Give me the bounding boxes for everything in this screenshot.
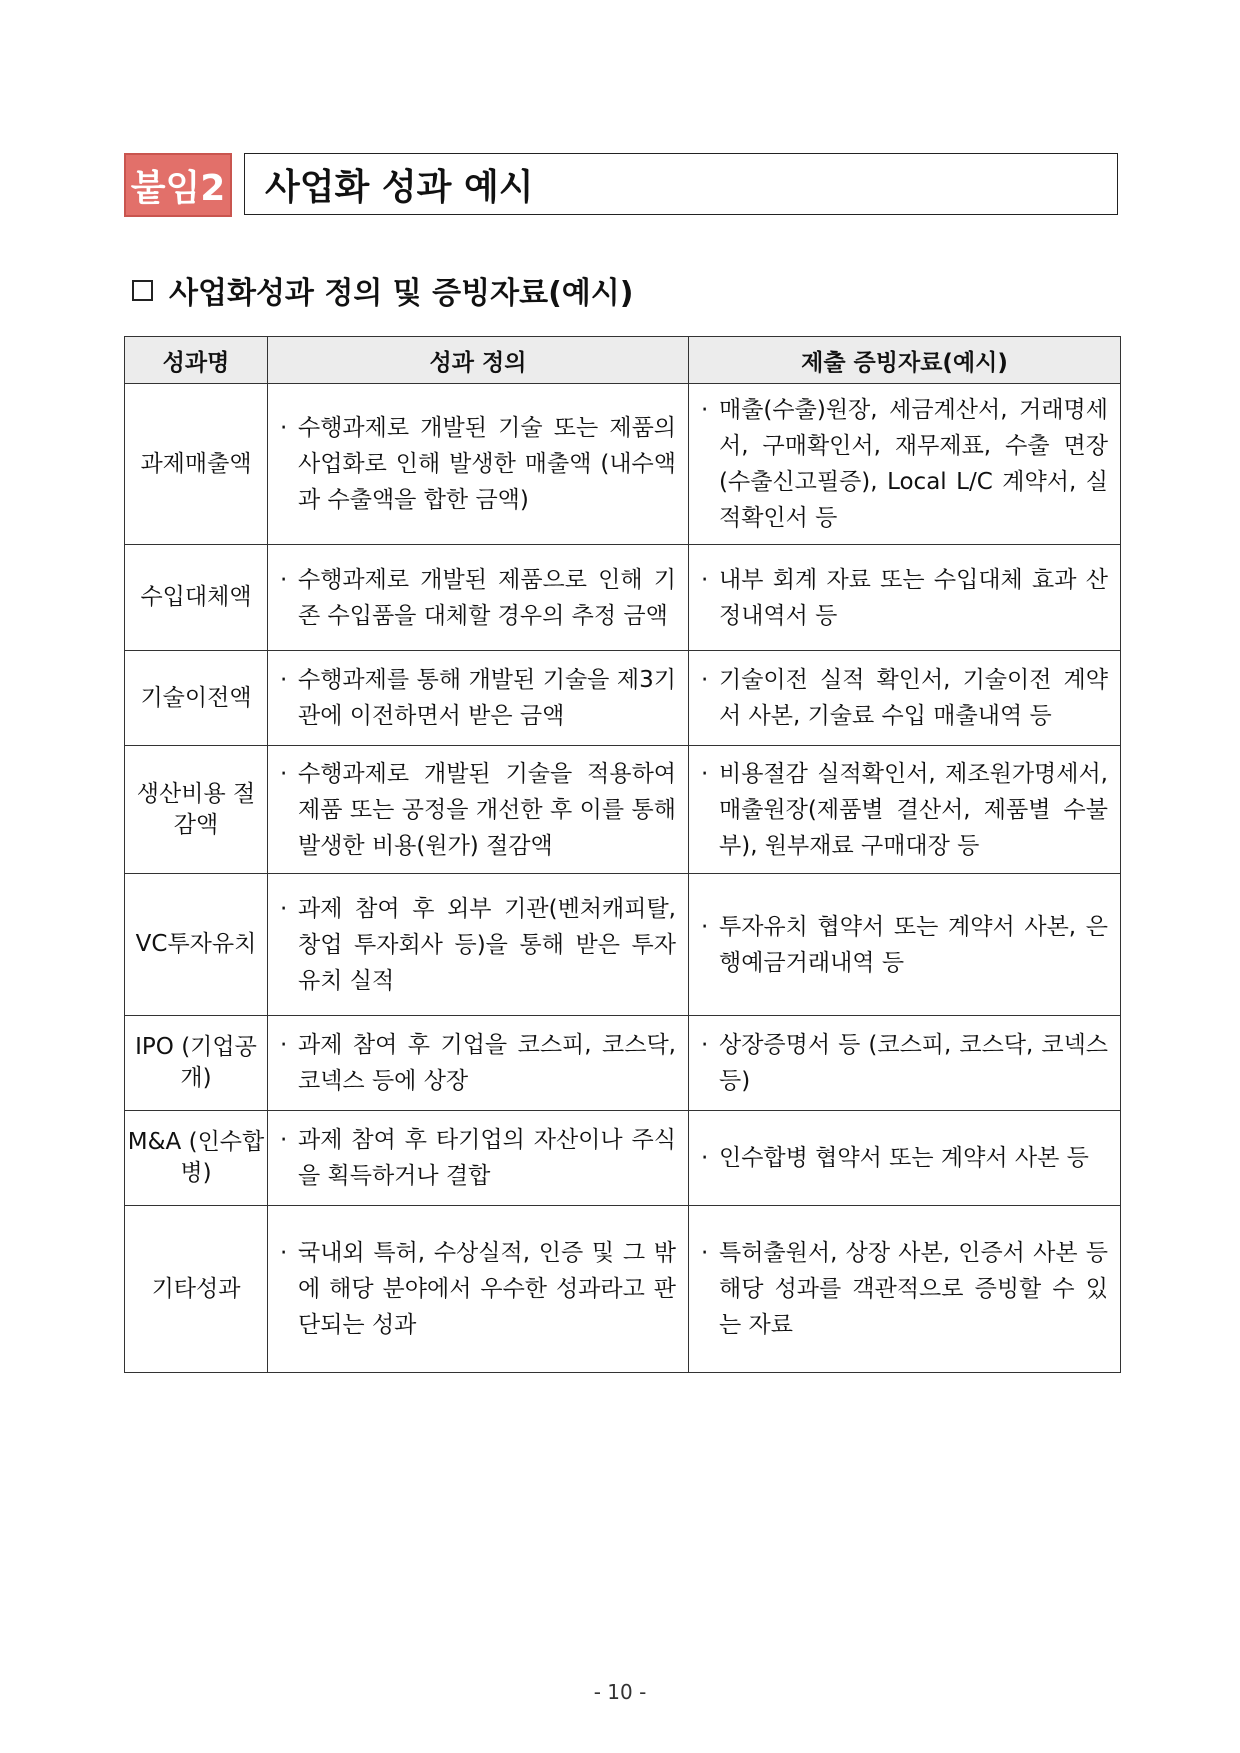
row-definition: 수행과제로 개발된 기술을 적용하여 제품 또는 공정을 개선한 후 이를 통해 발생한 비용(원가) 절감액 [298,760,677,859]
row-evidence: 매출(수출)원장, 세금계산서, 거래명세서, 구매확인서, 재무제표, 수출 면장(수출신고필증), Local L/C 계약서, 실적확인서 등 [719,397,1108,531]
row-definition: 과제 참여 후 기업을 코스피, 코스닥, 코넥스 등에 상장 [298,1032,676,1094]
row-name: 생산비용 절감액 [125,746,268,874]
row-definition: 수행과제를 통해 개발된 기술을 제3기관에 이전하면서 받은 금액 [298,667,676,729]
table-row [125,1111,1121,1206]
row-evidence: 기술이전 실적 확인서, 기술이전 계약서 사본, 기술료 수입 매출내역 등 [719,667,1108,729]
bullet-icon: · [701,1240,709,1266]
attachment-header [124,153,1120,217]
table-row [125,874,1121,1016]
bullet-icon: · [280,667,288,693]
section-title-text: 사업화성과 정의 및 증빙자료(예시) [169,276,634,311]
table-row [125,545,1121,651]
table-row [125,384,1121,545]
bullet-icon: · [701,760,709,787]
bullet-icon: · [701,397,709,423]
page-title: 사업화 성과 예시 [244,153,1118,215]
bullet-icon: · [701,566,709,593]
row-definition: 국내외 특허, 수상실적, 인증 및 그 밖에 해당 분야에서 우수한 성과라고 판단되는 성과 [298,1240,676,1338]
bullet-icon: · [280,415,288,441]
row-evidence: 내부 회계 자료 또는 수입대체 효과 산정내역서 등 [719,566,1108,629]
row-definition: 과제 참여 후 외부 기관(벤처캐피탈, 창업 투자회사 등)을 통해 받은 투자유치 실적 [298,895,676,994]
performance-table [124,336,1121,1373]
checkbox-square-icon [132,280,153,301]
row-definition: 수행과제로 개발된 기술 또는 제품의 사업화로 인해 발생한 매출액 (내수액과 수출액을 합한 금액) [298,415,676,513]
section-title [132,268,633,312]
row-name: M&A (인수합병) [125,1111,268,1206]
row-name: 기술이전액 [125,651,268,746]
table-row [125,1016,1121,1111]
bullet-icon: · [701,913,709,940]
table-row [125,1206,1121,1373]
table-row [125,746,1121,874]
table-row [125,651,1121,746]
bullet-icon: · [280,895,288,922]
bullet-icon: · [280,1240,288,1266]
bullet-icon: · [280,1127,288,1153]
row-definition: 수행과제로 개발된 제품으로 인해 기존 수입품을 대체할 경우의 추정 금액 [298,566,676,629]
row-evidence: 비용절감 실적확인서, 제조원가명세서, 매출원장(제품별 결산서, 제품별 수불부), 원부재료 구매대장 등 [719,760,1108,859]
row-name: 기타성과 [125,1206,268,1373]
table-header-row [125,337,1121,384]
column-header-name: 성과명 [125,337,268,384]
bullet-icon: · [280,760,288,787]
row-name: 과제매출액 [125,384,268,545]
bullet-icon: · [280,1032,288,1058]
row-evidence: 투자유치 협약서 또는 계약서 사본, 은행예금거래내역 등 [719,913,1108,976]
row-name: 수입대체액 [125,545,268,651]
column-header-evidence: 제출 증빙자료(예시) [689,337,1121,384]
row-name: VC투자유치 [125,874,268,1016]
row-definition: 과제 참여 후 타기업의 자산이나 주식을 획득하거나 결합 [298,1127,676,1189]
bullet-icon: · [701,667,709,693]
bullet-icon: · [280,566,288,593]
row-evidence: 인수합병 협약서 또는 계약서 사본 등 [719,1145,1089,1171]
bullet-icon: · [701,1145,709,1171]
row-evidence: 상장증명서 등 (코스피, 코스닥, 코넥스 등) [719,1032,1108,1094]
bullet-icon: · [701,1032,709,1058]
row-evidence: 특허출원서, 상장 사본, 인증서 사본 등 해당 성과를 객관적으로 증빙할 수 있는 자료 [719,1240,1108,1338]
page-number: - 10 - [593,1680,647,1704]
attachment-badge: 붙임2 [124,153,232,217]
column-header-definition: 성과 정의 [268,337,689,384]
row-name: IPO (기업공개) [125,1016,268,1111]
